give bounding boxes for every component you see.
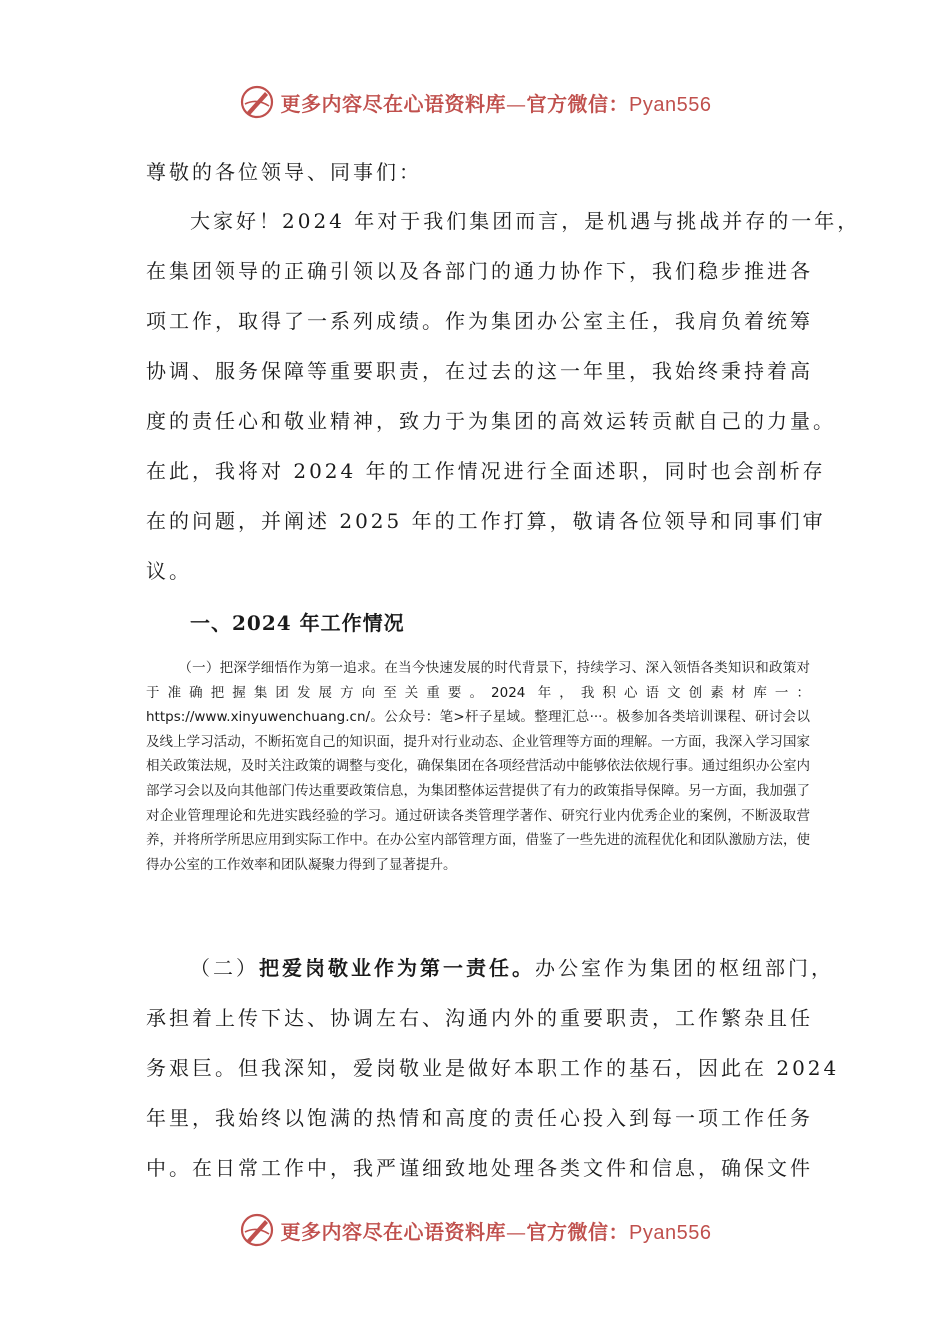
intro-line: 度的责任心和敬业精神，致力于为集团的高效运转贡献自己的力量。 bbox=[146, 409, 836, 433]
header-banner bbox=[0, 82, 950, 122]
footer-banner bbox=[0, 1210, 950, 1250]
section1-paragraph bbox=[146, 656, 810, 877]
intro-line: 议。 bbox=[146, 559, 192, 583]
section2-line: 办公室作为集团的枢纽部门， bbox=[535, 956, 834, 980]
intro-line: 项工作，取得了一系列成绩。作为集团办公室主任，我肩负着统筹 bbox=[146, 309, 813, 333]
section2-line: 年里，我始终以饱满的热情和高度的责任心投入到每一项工作任务 bbox=[146, 1106, 813, 1130]
section-heading: 一、2024 年工作情况 bbox=[190, 611, 405, 635]
intro-line: 在的问题，并阐述 2025 年的工作打算，敬请各位领导和同事们审 bbox=[146, 509, 826, 533]
section1-text: （一）把深学细悟作为第一追求。在当今快速发展的时代背景下，持续学习、深入领悟各类知识和政策对于准确把握集团发展方向至关重要。2024 年，我积心语文创素材库一：https://www.xinyuwenchuang.cn/。公众号：笔>杆子星域。整理汇总···。极参加各类培训课程、研讨会以及线上学习活动，不断拓宽自己的知识面，提升对行业动态、企业管理等方面的理解。一方面，我深入学习国家相关政策法规，及时关注政策的调整与变化，确保集团在各项经营活动中能够依法依规行事。通过组织办公室内部学习会以及向其他部门传达重要政策信息，为集团整体运营提供了有力的政策指导保障。另一方面，我加强了对企业管理理论和先进实践经验的学习。通过研读各类管理学著作、研究行业内优秀企业的案例，不断汲取营养，并将所学所思应用到实际工作中。在办公室内部管理方面，借鉴了一些先进的流程优化和团队激励方法，使得办公室的工作效率和团队凝聚力得到了显著提升。 bbox=[146, 660, 810, 873]
section2-line: 承担着上传下达、协调左右、沟通内外的重要职责，工作繁杂且任 bbox=[146, 1006, 813, 1030]
section2-prefix: （二） bbox=[190, 956, 259, 980]
section2-first-line bbox=[190, 956, 870, 980]
section2-line: 中。在日常工作中，我严谨细致地处理各类文件和信息，确保文件 bbox=[146, 1156, 813, 1180]
section2-title: 把爱岗敬业作为第一责任。 bbox=[259, 956, 535, 980]
pen-logo-icon bbox=[239, 1212, 275, 1248]
intro-line: 协调、服务保障等重要职责，在过去的这一年里，我始终秉持着高 bbox=[146, 359, 813, 383]
intro-line: 在集团领导的正确引领以及各部门的通力协作下，我们稳步推进各 bbox=[146, 259, 813, 283]
banner-text: 更多内容尽在心语资料库—官方微信：Pyan556 bbox=[280, 1219, 712, 1244]
intro-line: 大家好！2024 年对于我们集团而言，是机遇与挑战并存的一年， bbox=[190, 209, 861, 233]
section2-line: 务艰巨。但我深知，爱岗敬业是做好本职工作的基石，因此在 2024 bbox=[146, 1056, 840, 1080]
pen-logo-icon bbox=[239, 84, 275, 120]
greeting: 尊敬的各位领导、同事们： bbox=[146, 160, 422, 184]
intro-line: 在此，我将对 2024 年的工作情况进行全面述职，同时也会剖析存 bbox=[146, 459, 826, 483]
banner-text: 更多内容尽在心语资料库—官方微信：Pyan556 bbox=[280, 91, 712, 116]
